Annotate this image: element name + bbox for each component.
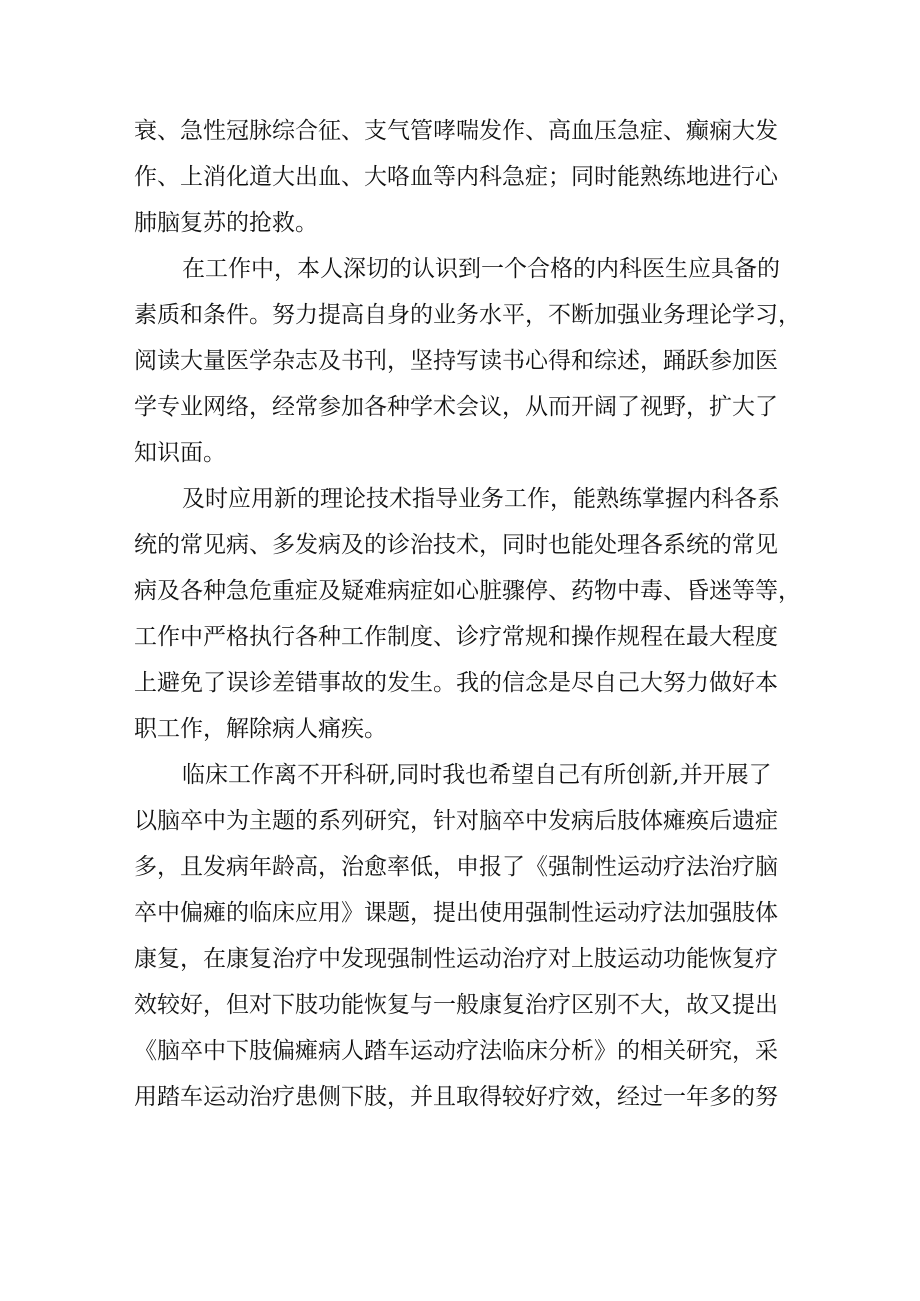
text-line: 阅读大量医学杂志及书刊，坚持写读书心得和综述，踊跃参加医: [134, 348, 778, 374]
text-line: 《脑卒中下肢偏瘫病人踏车运动疗法临床分析》的相关研究，采: [134, 1038, 778, 1064]
paragraph-4: [134, 752, 814, 1120]
text-line: 以脑卒中为主题的系列研究，针对脑卒中发病后肢体瘫痪后遗症: [134, 808, 778, 834]
text-line: 衰、急性冠脉综合征、支气管哮喘发作、高血压急症、癫痫大发: [134, 118, 778, 144]
text-line: 素质和条件。努力提高自身的业务水平，不断加强业务理论学习，: [134, 302, 801, 328]
text-line: 肺脑复苏的抢救。: [134, 210, 318, 236]
text-line: 作、上消化道大出血、大咯血等内科急症；同时能熟练地进行心: [134, 164, 778, 190]
text-line: 效较好，但对下肢功能恢复与一般康复治疗区别不大，故又提出: [134, 992, 778, 1018]
text-line: 卒中偏瘫的临床应用》课题，提出使用强制性运动疗法加强肢体: [134, 900, 778, 926]
paragraph-3: [134, 476, 814, 752]
text-line: 上避免了误诊差错事故的发生。我的信念是尽自己大努力做好本: [134, 670, 778, 696]
text-line: 在工作中，本人深切的认识到一个合格的内科医生应具备的: [182, 256, 780, 282]
text-line: 多，且发病年龄高，治愈率低，申报了《强制性运动疗法治疗脑: [134, 854, 778, 880]
text-line: 职工作，解除病人痛疾。: [134, 716, 387, 742]
text-line: 学专业网络，经常参加各种学术会议，从而开阔了视野，扩大了: [134, 394, 778, 420]
text-line: 及时应用新的理论技术指导业务工作，能熟练掌握内科各系: [182, 486, 780, 512]
paragraph-2: [134, 246, 814, 476]
text-line: 康复，在康复治疗中发现强制性运动治疗对上肢运动功能恢复疗: [134, 946, 778, 972]
text-line: 统的常见病、多发病及的诊治技术，同时也能处理各系统的常见: [134, 532, 778, 558]
text-line: 用踏车运动治疗患侧下肢，并且取得较好疗效，经过一年多的努: [134, 1084, 778, 1110]
body-text: [134, 108, 814, 1120]
text-line: 病及各种急危重症及疑难病症如心脏骤停、药物中毒、昏迷等等，: [134, 578, 801, 604]
text-line: 工作中严格执行各种工作制度、诊疗常规和操作规程在最大程度: [134, 624, 778, 650]
paragraph-1: [134, 108, 814, 246]
text-line: 知识面。: [134, 440, 226, 466]
text-line: 临床工作离不开科研,同时我也希望自己有所创新,并开展了: [182, 762, 772, 788]
